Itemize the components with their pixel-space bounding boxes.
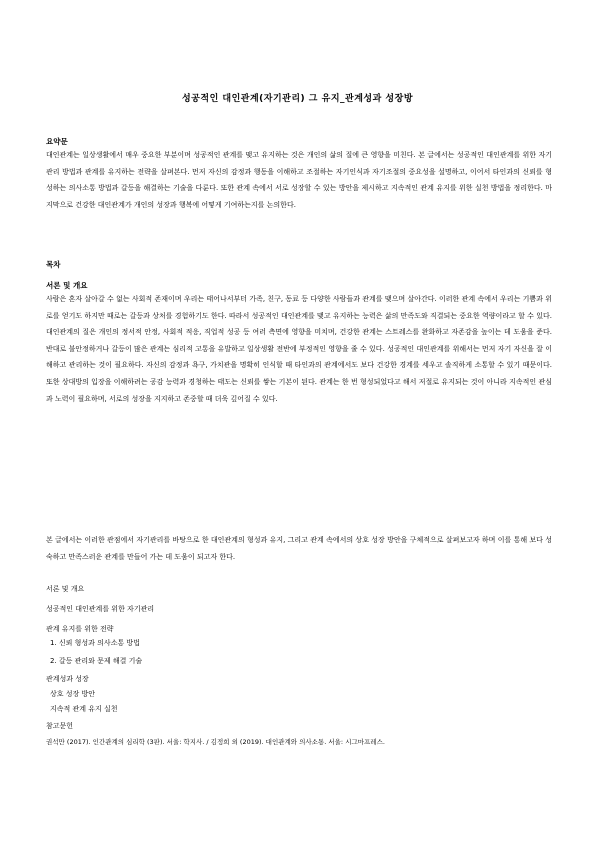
toc-label: 목차 <box>46 260 61 269</box>
outline-subitem: 지속적 관계 유지 실천 <box>50 705 118 713</box>
reference-entry: 권석만 (2017). 인간관계의 심리학 (3판). 서울: 학지사. / 김정희 외 (2019). 대인관계와 의사소통. 서울: 시그마프레스. <box>46 738 385 746</box>
abstract-label: 요약문 <box>46 137 68 146</box>
body-paragraph: 사람은 혼자 살아갈 수 없는 사회적 존재이며 우리는 태어나서부터 가족, 친구, 동료 등 다양한 사람들과 관계를 맺으며 살아간다. 이러한 관계 속에서 우리는 기쁨과 위로를 얻기도 하지만 때로는 갈등과 상처를 경험하기도 한다. 따라서 성공적인 대인관계를 맺고 유지하는 능력은 삶의 만족도와 직결되는 중요한 역량이라고 할 수 있다. 대인관계의 질은 개인의 정서적 안정, 사회적 적응, 직업적 성공 등 여러 측면에 영향을 미치며, 건강한 관계는 스트레스를 완화하고 자존감을 높이는 데 도움을 준다. 반대로 불안정하거나 갈등이 많은 관계는 심리적 고통을 유발하고 일상생활 전반에 부정적인 영향을 줄 수 있다. 성공적인 대인관계를 위해서는 먼저 자기 자신을 잘 이해하고 관리하는 것이 필요하다. 자신의 감정과 욕구, 가치관을 명확히 인식할 때 타인과의 관계에서도 보다 건강한 경계를 세우고 솔직하게 소통할 수 있기 때문이다. 또한 상대방의 입장을 이해하려는 공감 능력과 경청하는 태도는 신뢰를 쌓는 기본이 된다. 관계는 한 번 형성되었다고 해서 저절로 유지되는 것이 아니라 지속적인 관심과 노력이 필요하며, 서로의 성장을 지지하고 존중할 때 더욱 깊어질 수 있다. <box>46 295 552 403</box>
document-title: 성공적인 대인관계(자기관리) 그 유지_관계성과 성장방 <box>181 94 414 104</box>
intro-label: 서론 및 개요 <box>46 281 88 290</box>
outline-item: 관계성과 성장 <box>46 675 89 683</box>
outline-subitem: 1. 신뢰 형성과 의사소통 방법 <box>50 639 140 647</box>
outline-subitem: 상호 성장 방안 <box>50 690 96 698</box>
body-paragraph-2: 본 글에서는 이러한 관점에서 자기관리를 바탕으로 한 대인관계의 형성과 유지, 그리고 관계 속에서의 상호 성장 방안을 구체적으로 살펴보고자 하며 이를 통해 보다 성숙하고 만족스러운 관계를 만들어 가는 데 도움이 되고자 한다. <box>46 536 552 561</box>
outline-item: 서론 및 개요 <box>46 585 85 593</box>
abstract-paragraph: 대인관계는 일상생활에서 매우 중요한 부분이며 성공적인 관계를 맺고 유지하는 것은 개인의 삶의 질에 큰 영향을 미친다. 본 글에서는 성공적인 대인관계를 위한 자기관리 방법과 관계를 유지하는 전략을 살펴본다. 먼저 자신의 감정과 행동을 이해하고 조절하는 자기인식과 자기조절의 중요성을 설명하고, 이어서 타인과의 신뢰를 형성하는 의사소통 방법과 갈등을 해결하는 기술을 다룬다. 또한 관계 속에서 서로 성장할 수 있는 방안을 제시하고 지속적인 관계 유지를 위한 실천 방법을 정리한다. 마지막으로 건강한 대인관계가 개인의 성장과 행복에 어떻게 기여하는지를 논의한다. <box>46 151 552 209</box>
outline-item: 성공적인 대인관계를 위한 자기관리 <box>46 605 155 613</box>
outline-subitem: 2. 갈등 관리와 문제 해결 기술 <box>50 657 143 665</box>
outline-item: 참고문헌 <box>46 722 74 730</box>
outline-item: 관계 유지를 위한 전략 <box>46 625 114 633</box>
